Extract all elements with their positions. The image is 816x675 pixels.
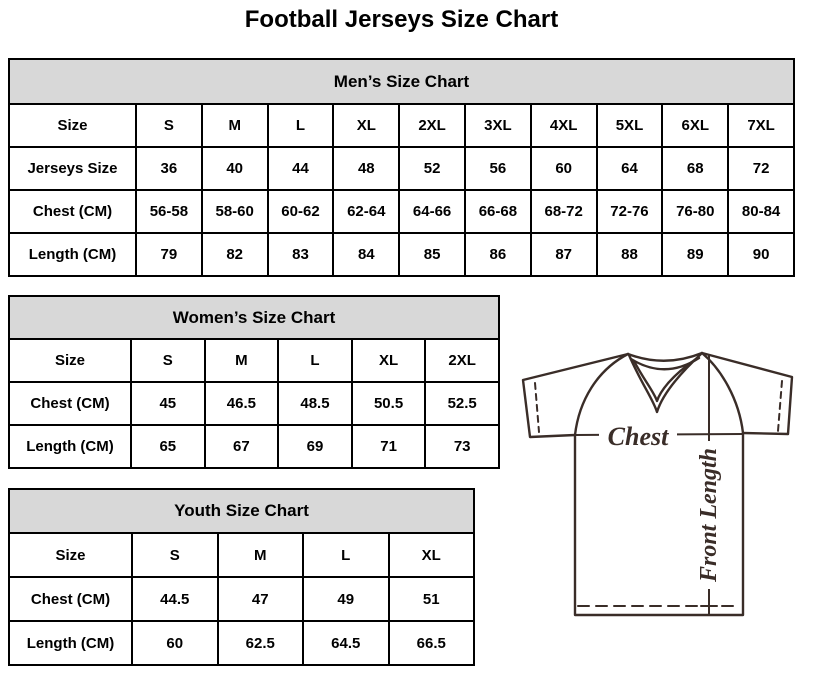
row-label: Length (CM)	[9, 621, 132, 665]
table-cell: 40	[202, 147, 268, 190]
table-cell: 64.5	[303, 621, 389, 665]
table-cell: 46.5	[205, 382, 279, 425]
table-row	[9, 621, 474, 665]
table-row	[9, 104, 794, 147]
table-cell: 44	[268, 147, 334, 190]
table-cell: 60	[531, 147, 597, 190]
mens-size-chart-table	[8, 58, 795, 275]
table-cell: L	[268, 104, 334, 147]
row-label: Size	[9, 533, 132, 577]
table-title: Women’s Size Chart	[9, 296, 499, 339]
table-cell: XL	[389, 533, 475, 577]
table-cell: 89	[662, 233, 728, 276]
table-cell: 73	[425, 425, 499, 468]
table-cell: S	[132, 533, 218, 577]
table-cell: 48	[333, 147, 399, 190]
table-cell: 50.5	[352, 382, 426, 425]
table-row	[9, 382, 499, 425]
front-length-label: Front Length	[696, 447, 722, 583]
table-cell: 5XL	[597, 104, 663, 147]
table-cell: 4XL	[531, 104, 597, 147]
size-table	[8, 295, 500, 469]
table-cell: L	[303, 533, 389, 577]
table-cell: 86	[465, 233, 531, 276]
row-label: Length (CM)	[9, 425, 131, 468]
table-cell: S	[131, 339, 205, 382]
row-label: Size	[9, 339, 131, 382]
table-cell: 79	[136, 233, 202, 276]
table-cell: 66.5	[389, 621, 475, 665]
table-cell: 60	[132, 621, 218, 665]
size-table	[8, 488, 475, 666]
table-cell: 7XL	[728, 104, 794, 147]
table-cell: 60-62	[268, 190, 334, 233]
table-row	[9, 233, 794, 276]
table-cell: 67	[205, 425, 279, 468]
youth-size-chart-table	[8, 488, 475, 664]
jersey-diagram-svg	[505, 333, 805, 673]
table-cell: 52.5	[425, 382, 499, 425]
table-cell: 2XL	[399, 104, 465, 147]
table-cell: 44.5	[132, 577, 218, 621]
womens-size-chart-table	[8, 295, 500, 467]
table-cell: 58-60	[202, 190, 268, 233]
page-title: Football Jerseys Size Chart	[244, 6, 559, 33]
table-cell: 45	[131, 382, 205, 425]
table-title: Men’s Size Chart	[9, 59, 794, 104]
table-cell: 56-58	[136, 190, 202, 233]
row-label: Chest (CM)	[9, 382, 131, 425]
jersey-measurement-diagram	[505, 333, 805, 673]
table-cell: M	[218, 533, 304, 577]
table-cell: 47	[218, 577, 304, 621]
table-cell: 56	[465, 147, 531, 190]
table-cell: 84	[333, 233, 399, 276]
table-cell: 90	[728, 233, 794, 276]
table-cell: 64	[597, 147, 663, 190]
table-row	[9, 147, 794, 190]
table-cell: 49	[303, 577, 389, 621]
table-cell: 36	[136, 147, 202, 190]
table-cell: M	[202, 104, 268, 147]
table-cell: 71	[352, 425, 426, 468]
table-row	[9, 339, 499, 382]
jersey-left-sleeve-seam-dashed	[535, 383, 539, 432]
table-row	[9, 425, 499, 468]
table-cell: 65	[131, 425, 205, 468]
row-label: Jerseys Size	[9, 147, 136, 190]
table-cell: 2XL	[425, 339, 499, 382]
table-cell: 72-76	[597, 190, 663, 233]
table-cell: 85	[399, 233, 465, 276]
size-table	[8, 58, 795, 277]
row-label: Chest (CM)	[9, 577, 132, 621]
table-cell: 68	[662, 147, 728, 190]
chest-label: Chest	[607, 422, 669, 451]
table-row	[9, 533, 474, 577]
table-cell: 6XL	[662, 104, 728, 147]
table-cell: 64-66	[399, 190, 465, 233]
table-cell: 68-72	[531, 190, 597, 233]
table-cell: 88	[597, 233, 663, 276]
table-cell: XL	[352, 339, 426, 382]
table-cell: 83	[268, 233, 334, 276]
table-cell: L	[278, 339, 352, 382]
table-cell: S	[136, 104, 202, 147]
row-label: Chest (CM)	[9, 190, 136, 233]
table-cell: 66-68	[465, 190, 531, 233]
table-cell: 51	[389, 577, 475, 621]
jersey-collar-back-arc	[628, 353, 702, 361]
table-cell: 52	[399, 147, 465, 190]
table-cell: 62-64	[333, 190, 399, 233]
table-cell: 48.5	[278, 382, 352, 425]
table-row	[9, 190, 794, 233]
table-cell: 72	[728, 147, 794, 190]
table-cell: 3XL	[465, 104, 531, 147]
row-label: Length (CM)	[9, 233, 136, 276]
table-row	[9, 577, 474, 621]
row-label: Size	[9, 104, 136, 147]
table-cell: XL	[333, 104, 399, 147]
table-cell: 87	[531, 233, 597, 276]
table-cell: 69	[278, 425, 352, 468]
jersey-right-sleeve-seam-dashed	[778, 381, 782, 431]
table-cell: 62.5	[218, 621, 304, 665]
table-cell: 80-84	[728, 190, 794, 233]
table-cell: M	[205, 339, 279, 382]
table-cell: 76-80	[662, 190, 728, 233]
table-cell: 82	[202, 233, 268, 276]
table-title: Youth Size Chart	[9, 489, 474, 533]
